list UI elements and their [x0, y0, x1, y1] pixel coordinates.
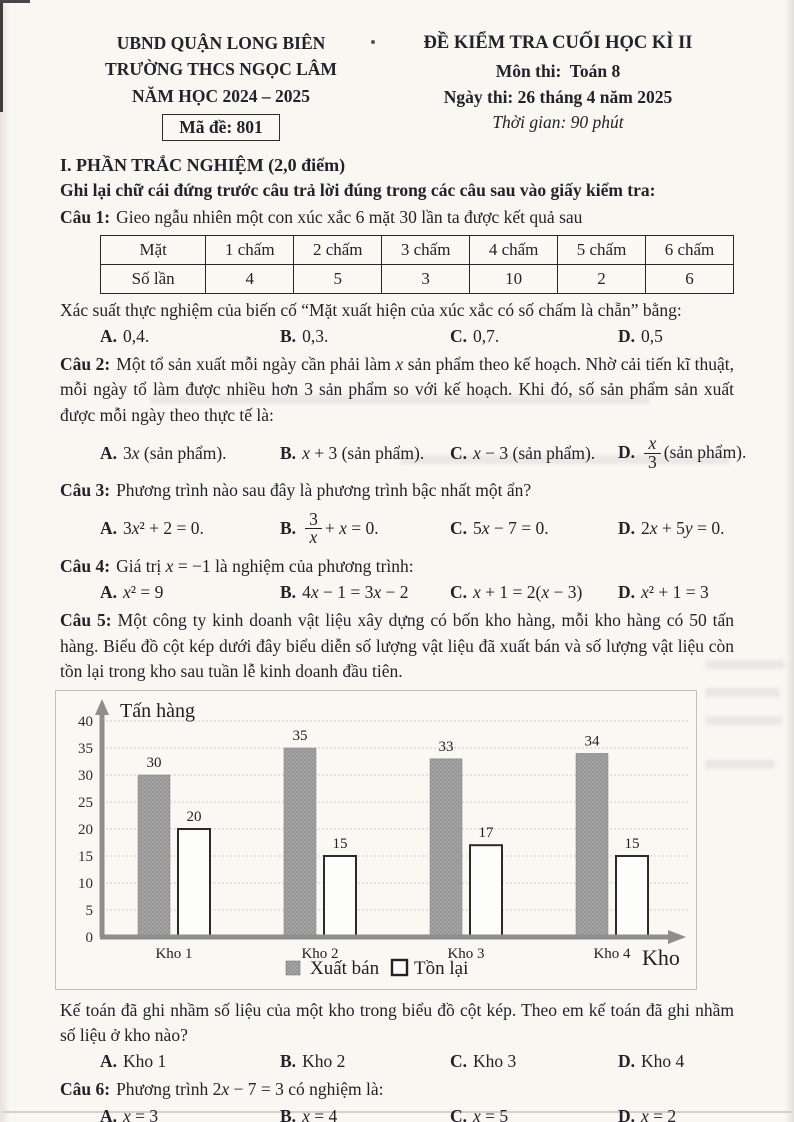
fraction-numerator: 3 — [305, 511, 322, 530]
q5-option-c — [450, 1051, 618, 1072]
option-letter: A. — [100, 442, 118, 463]
q6-text-post: có nghiệm là: — [283, 1079, 384, 1100]
table-cell: Mặt — [101, 235, 206, 264]
q6-text-pre: Phương trình — [116, 1079, 213, 1100]
option-text: x = 3 — [123, 1105, 159, 1122]
fraction — [305, 508, 322, 548]
q4-option-b — [280, 582, 450, 603]
option-text: x = 2 — [641, 1105, 677, 1122]
q1-option-d — [618, 326, 734, 347]
q4-option-c — [450, 582, 618, 603]
q5-text — [60, 608, 734, 684]
option-letter: B. — [280, 582, 297, 603]
table-cell: 2 chấm — [294, 235, 382, 264]
option-letter: B. — [280, 1051, 297, 1072]
category-label: Kho 3 — [447, 946, 485, 962]
value-label: 33 — [438, 738, 454, 755]
option-text: Kho 4 — [641, 1051, 685, 1072]
y-tick-label: 25 — [78, 795, 93, 811]
option-letter: A. — [100, 582, 118, 603]
option-text: Kho 3 — [473, 1051, 517, 1072]
bar-xuat-ban-kho-1 — [138, 775, 170, 937]
option-text: (sản phẩm). — [663, 441, 747, 462]
exam-code-box — [162, 114, 280, 141]
q5-description: Một công ty kinh doanh vật liệu xây dựng có bốn kho hàng, mỗi kho hàng có 50 tấn hàng. Biểu đồ cột kép dưới đây biểu diễn số lượng vật liệu đã xuất bán và số lượng vật liệu còn tồn lại trong kho sau tuần lễ kinh doanh đầu tiên. — [60, 610, 734, 681]
bar-xuat-ban-kho-4 — [576, 753, 608, 937]
q1-options — [60, 326, 734, 347]
option-text: 0,7. — [473, 326, 500, 347]
q6-option-a — [100, 1106, 280, 1122]
legend-label-xuat-ban: Xuất bán — [310, 958, 380, 979]
q4-text — [60, 554, 734, 579]
q4-text-post: là nghiệm của phương trình: — [210, 556, 414, 577]
q3-label: Câu 3: — [60, 480, 111, 501]
option-letter: A. — [100, 326, 118, 347]
exam-subject: Môn thi: Toán 8 — [495, 60, 621, 81]
table-cell: 4 chấm — [470, 235, 558, 264]
y-axis-arrow — [95, 699, 109, 715]
q4-option-a — [100, 582, 280, 603]
table-cell: 10 — [470, 264, 558, 293]
option-text: x + 3 (sản phẩm). — [302, 442, 425, 463]
q2-label: Câu 2: — [60, 354, 111, 375]
fraction — [644, 432, 661, 472]
table-cell: 3 — [382, 264, 470, 293]
option-text: 3x (sản phẩm). — [123, 442, 227, 463]
q3-question: Phương trình nào sau đây là phương trình bậc nhất một ẩn? — [116, 480, 532, 501]
y-tick-label: 30 — [78, 768, 93, 784]
q2-text-post: sản phẩm theo kế hoạch. Nhờ cải tiến kĩ thuật, mỗi ngày tổ làm được nhiều hơn 3 sản phẩm so với kế hoạch. Khi đó, số sản phẩm sản xuất được mỗi ngày theo thực tế là: — [60, 354, 735, 425]
q2-option-b — [280, 443, 450, 464]
bar-ton-lai-kho-3 — [470, 845, 502, 937]
option-letter: D. — [618, 1051, 636, 1072]
option-text: x + 1 = 2(x − 3) — [473, 582, 583, 603]
y-tick-label: 10 — [78, 876, 93, 892]
value-label: 17 — [478, 825, 494, 842]
legend-swatch-ton-lai — [392, 960, 407, 975]
option-letter: B. — [280, 326, 297, 347]
option-letter: C. — [450, 582, 468, 603]
q5-options — [60, 1051, 734, 1072]
option-letter: D. — [618, 582, 636, 603]
exam-title: ĐỀ KIỂM TRA CUỐI HỌC KÌ II — [423, 33, 693, 53]
fraction-denominator: 3 — [648, 451, 657, 472]
table-cell: 6 — [646, 264, 734, 293]
q3-options — [60, 508, 734, 548]
q6-label: Câu 6: — [60, 1079, 111, 1100]
option-letter: C. — [450, 518, 468, 539]
category-label: Kho 2 — [301, 946, 339, 962]
option-letter: B. — [280, 517, 297, 538]
table-cell: 2 — [558, 264, 646, 293]
value-label: 15 — [624, 836, 640, 852]
q5-option-a — [100, 1051, 280, 1072]
y-tick-label: 35 — [78, 741, 93, 757]
value-label: 35 — [292, 728, 308, 744]
exam-duration: Thời gian: 90 phút — [492, 112, 624, 133]
q6-options — [60, 1106, 734, 1122]
option-text: + x = 0. — [324, 517, 379, 538]
bar-ton-lai-kho-1 — [178, 829, 210, 937]
q3-option-c — [450, 518, 618, 539]
q2-option-d — [618, 432, 747, 472]
fraction-numerator: x — [644, 435, 661, 454]
y-tick-label: 5 — [85, 903, 93, 919]
exam-title-block — [382, 30, 734, 141]
q2-option-a — [100, 443, 280, 464]
bar-xuat-ban-kho-3 — [430, 759, 462, 937]
option-letter: B. — [280, 442, 297, 463]
y-tick-label: 20 — [78, 822, 93, 838]
q6-text — [60, 1077, 734, 1102]
q5-option-b — [280, 1051, 450, 1072]
table-cell: 3 chấm — [382, 235, 470, 264]
table-cell: 5 — [294, 264, 382, 293]
exam-code: Mã đề: 801 — [179, 116, 263, 137]
bar-chart-figure — [55, 690, 697, 990]
x-axis-title: Kho — [642, 945, 680, 970]
q2-options — [60, 432, 747, 472]
section-instruction: Ghi lại chữ cái đứng trước câu trả lời đúng trong các câu sau vào giấy kiểm tra: — [60, 179, 656, 200]
q1-label: Câu 1: — [60, 206, 111, 227]
option-letter: C. — [450, 1105, 468, 1122]
option-text: x − 3 (sản phẩm). — [473, 442, 596, 463]
option-letter: D. — [618, 518, 636, 539]
q1-question: Xác suất thực nghiệm của biến cố “Mặt xuất hiện của xúc xắc có số chấm là chẵn” bằng: — [60, 299, 682, 320]
table-row-values — [101, 264, 734, 293]
option-letter: B. — [280, 1105, 297, 1122]
option-letter: A. — [100, 518, 118, 539]
q2-option-c — [450, 443, 618, 464]
option-text: 0,4. — [123, 326, 150, 347]
option-letter: D. — [618, 441, 636, 462]
q4-text-pre: Giá trị — [116, 556, 166, 577]
value-label: 15 — [332, 836, 348, 852]
bar-xuat-ban-kho-2 — [284, 748, 316, 937]
value-label: 30 — [146, 755, 162, 771]
bar-ton-lai-kho-2 — [324, 856, 356, 937]
value-label: 20 — [186, 809, 202, 825]
table-cell: 5 chấm — [558, 235, 646, 264]
y-tick-label: 0 — [85, 930, 93, 946]
q6-option-c — [450, 1106, 618, 1122]
option-text: 5x − 7 = 0. — [473, 518, 549, 539]
option-letter: A. — [100, 1051, 118, 1072]
option-text: 3x² + 2 = 0. — [123, 518, 204, 539]
q1-option-c — [450, 326, 618, 347]
category-label: Kho 1 — [155, 946, 193, 962]
q6-option-d — [618, 1106, 734, 1122]
org-line-1: UBND QUẬN LONG BIÊN — [116, 33, 326, 53]
q3-text — [60, 478, 734, 503]
table-cell: 4 — [206, 264, 294, 293]
bar-chart-svg — [56, 691, 694, 987]
option-letter: D. — [618, 1105, 636, 1122]
bar-ton-lai-kho-4 — [616, 856, 648, 937]
option-text: x = 5 — [473, 1105, 509, 1122]
option-text: Kho 2 — [302, 1051, 346, 1072]
table-cell: 1 chấm — [206, 235, 294, 264]
q5-option-d — [618, 1051, 734, 1072]
q2-text-pre: Một tổ sản xuất mỗi ngày cần phải làm — [116, 354, 396, 375]
option-text: 0,5 — [641, 326, 663, 347]
option-text: x² = 9 — [123, 582, 164, 603]
q4-options — [60, 582, 734, 603]
option-letter: C. — [450, 326, 468, 347]
fraction-denominator: x — [309, 527, 318, 548]
option-letter: A. — [100, 1105, 118, 1122]
option-text: x = 4 — [302, 1105, 338, 1122]
y-tick-label: 40 — [78, 714, 93, 730]
q3-option-b — [280, 508, 450, 548]
y-axis-title: Tấn hàng — [120, 700, 195, 722]
q3-option-a — [100, 518, 280, 539]
q5-question: Kế toán đã ghi nhầm số liệu của một kho trong biểu đồ cột kép. Theo em kế toán đã ghi nhầm số liệu ở kho nào? — [60, 1000, 734, 1046]
option-text: 2x + 5y = 0. — [641, 518, 725, 539]
table-cell: Số lần — [101, 264, 206, 293]
legend-swatch-xuat-ban — [286, 961, 300, 975]
org-line-2: TRƯỜNG THCS NGỌC LÂM — [105, 59, 337, 80]
legend-label-ton-lai: Tồn lại — [414, 958, 469, 979]
q1-option-a — [100, 326, 280, 347]
x-axis-arrow — [668, 930, 686, 944]
category-label: Kho 4 — [593, 946, 631, 962]
q2-variable: x — [395, 354, 404, 375]
q3-option-d — [618, 518, 734, 539]
q2-text — [60, 352, 734, 428]
option-letter: C. — [450, 1051, 468, 1072]
option-letter: D. — [618, 326, 636, 347]
exam-date: Ngày thi: 26 tháng 4 năm 2025 — [443, 87, 673, 107]
option-text: x² + 1 = 3 — [641, 582, 709, 603]
option-text: Kho 1 — [123, 1051, 167, 1072]
school-year: NĂM HỌC 2024 – 2025 — [132, 85, 310, 106]
q1-intro-line — [60, 205, 734, 230]
school-block — [60, 30, 382, 141]
q4-label: Câu 4: — [60, 556, 111, 577]
option-text: 0,3. — [302, 326, 329, 347]
section-heading: I. PHẦN TRẮC NGHIỆM (2,0 điểm) — [60, 154, 346, 175]
value-label: 34 — [584, 733, 600, 750]
option-letter: C. — [450, 442, 468, 463]
option-text: 4x − 1 = 3x − 2 — [302, 582, 409, 603]
q6-equation: 2x − 7 = 3 — [212, 1079, 284, 1100]
q4-option-d — [618, 582, 734, 603]
y-tick-label: 15 — [78, 849, 93, 865]
q6-option-b — [280, 1106, 450, 1122]
q1-frequency-table — [100, 235, 734, 294]
table-cell: 6 chấm — [646, 235, 734, 264]
exam-header — [60, 30, 734, 141]
q1-option-b — [280, 326, 450, 347]
q4-equation: x = −1 — [165, 556, 211, 577]
q5-label: Câu 5: — [60, 610, 112, 631]
table-row-header — [101, 235, 734, 264]
q1-intro: Gieo ngẫu nhiên một con xúc xắc 6 mặt 30 lần ta được kết quả sau — [116, 206, 583, 227]
